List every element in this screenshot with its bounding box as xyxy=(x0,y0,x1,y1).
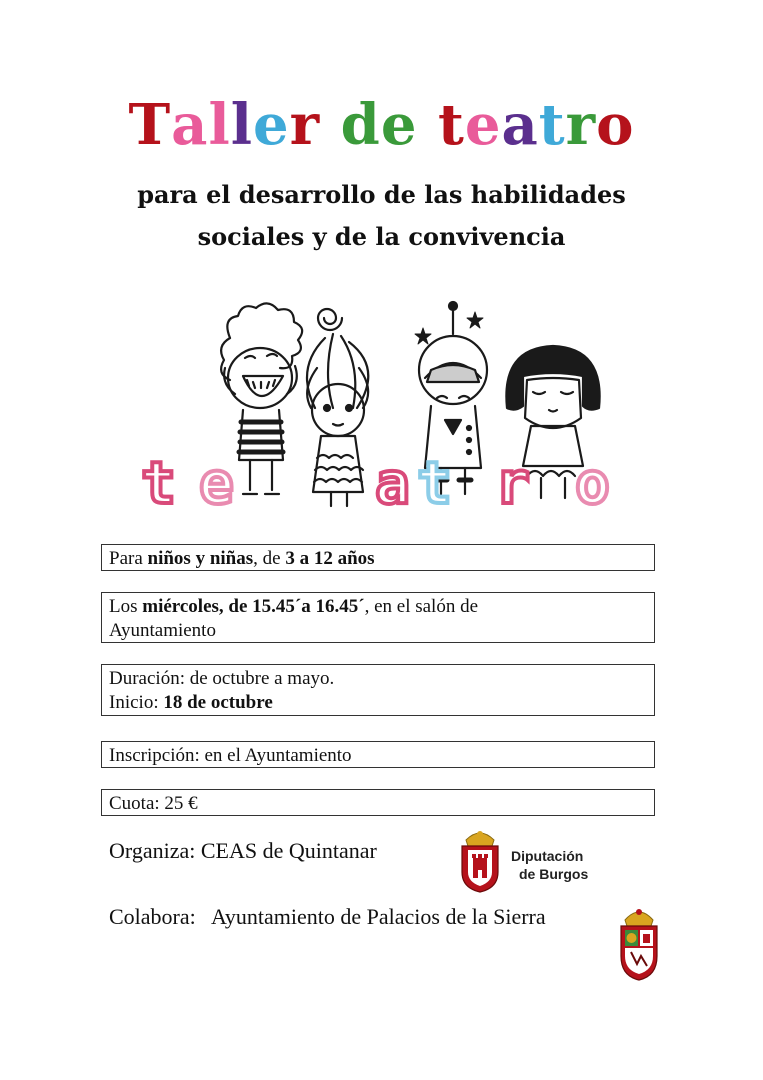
title-letter: e xyxy=(253,92,290,158)
horario-place: Ayuntamiento xyxy=(109,620,216,641)
title-letter: r xyxy=(289,92,321,158)
edad-text-pre: Para xyxy=(109,548,148,569)
palacios-de-la-sierra-crest-logo xyxy=(617,906,661,982)
letter-t2: t xyxy=(417,449,452,513)
title-letter: l xyxy=(208,92,231,158)
spiral-hair-child-drawing xyxy=(307,309,368,506)
info-box-edad xyxy=(101,544,655,571)
edad-range: 3 a 12 años xyxy=(285,548,375,569)
horario-time: miércoles, de 15.45´a 16.45´ xyxy=(142,596,365,617)
title-letter xyxy=(320,92,341,158)
title-letter: l xyxy=(230,92,253,158)
inicio-label: Inicio: xyxy=(109,692,164,713)
title-letter: o xyxy=(596,92,635,158)
title-letter: r xyxy=(565,92,597,158)
title-letter: a xyxy=(501,92,539,158)
organiza-text: Organiza: CEAS de Quintanar xyxy=(109,838,377,863)
poster-title xyxy=(0,92,763,158)
diputacion-label-1: Diputación xyxy=(511,848,584,864)
title-letter: a xyxy=(171,92,209,158)
title-letter: t xyxy=(437,92,465,158)
title-letter xyxy=(417,92,438,158)
edad-text-mid: , de xyxy=(253,548,286,569)
info-box-horario xyxy=(101,592,655,643)
horario-post: , en el salón de xyxy=(364,596,479,617)
edad-ninos: niños y niñas xyxy=(147,548,254,569)
subtitle-line-1: para el desarrollo de las habilidades xyxy=(137,180,626,209)
diputacion-burgos-crest-logo xyxy=(456,828,504,894)
subtitle-line-2: sociales y de la convivencia xyxy=(197,222,566,251)
info-box-inscripcion: Inscripción: en el Ayuntamiento xyxy=(101,741,655,768)
title-letter: e xyxy=(380,92,418,158)
colabora-text: Colabora: Ayuntamiento de Palacios de la Sierra xyxy=(109,904,546,929)
title-letter: T xyxy=(128,92,172,158)
teatro-children-illustration xyxy=(135,298,630,513)
title-letter: t xyxy=(538,92,566,158)
letter-o: o xyxy=(575,449,610,513)
diputacion-label-2: de Burgos xyxy=(519,866,589,882)
letter-e1: e xyxy=(199,449,234,513)
title-letter: d xyxy=(340,92,381,158)
title-letter: e xyxy=(464,92,502,158)
letter-a: a xyxy=(375,449,410,513)
info-box-cuota: Cuota: 25 € xyxy=(101,789,655,816)
info-box-duracion xyxy=(101,664,655,716)
duracion-text: Duración: de octubre a mayo. xyxy=(109,668,335,689)
inicio-date: 18 de octubre xyxy=(163,692,273,713)
horario-pre: Los xyxy=(109,596,143,617)
teatro-word-letters xyxy=(141,449,610,513)
letter-r: r xyxy=(495,449,530,513)
letter-t1: t xyxy=(141,449,176,513)
